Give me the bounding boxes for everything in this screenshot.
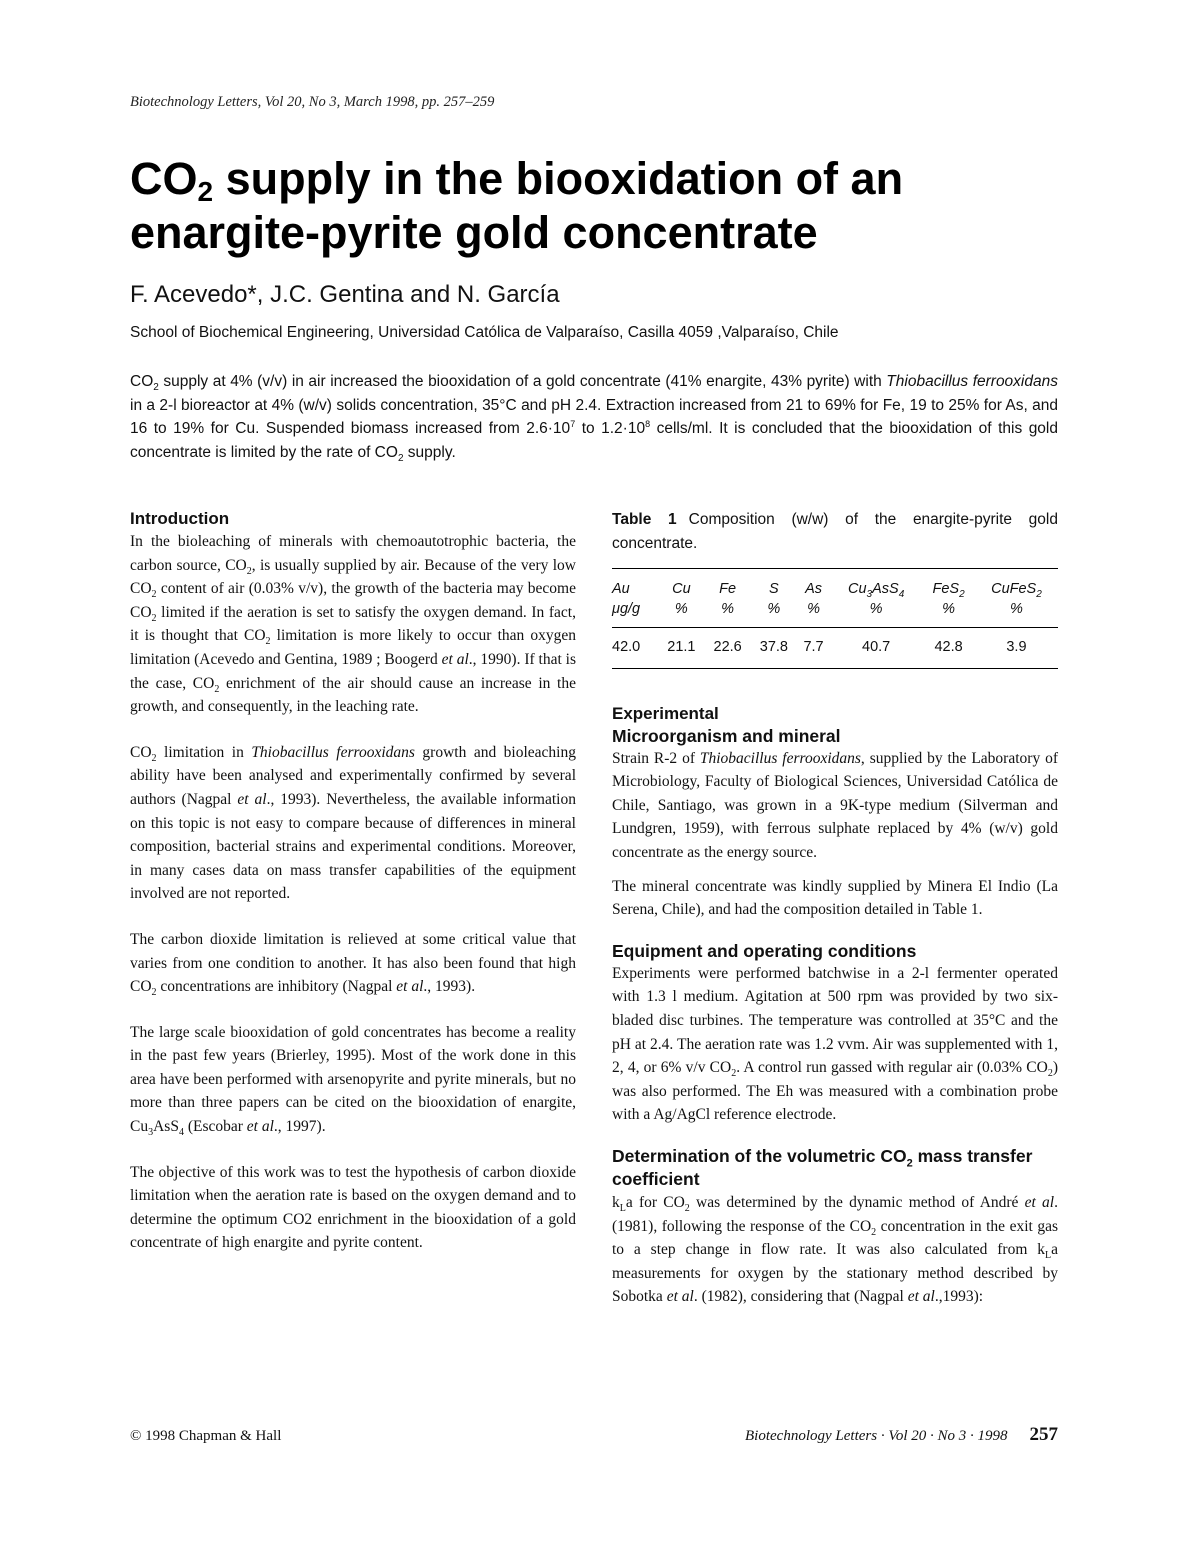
table-cell: 42.8 xyxy=(922,628,975,669)
table-header: FeS$_2$ xyxy=(922,569,975,600)
introduction-heading: Introduction xyxy=(130,509,230,528)
table-header: CuFeS$_2$ xyxy=(975,569,1058,600)
authors: F. Acevedo*, J.C. Gentina and N. García xyxy=(130,281,560,308)
table-unit: % xyxy=(751,599,797,628)
subsection-equipment: Equipment and operating conditions xyxy=(612,940,917,961)
intro-paragraph-5: The objective of this work was to test the hypothesis of carbon dioxide limitation when the aeration rate is based on the oxygen demand and to determine the optimum CO2 enrichment in the biooxidation of a gold concentrate of high enargite and pyrite content. xyxy=(130,1163,576,1252)
table-unit: % xyxy=(658,599,704,628)
table-unit: % xyxy=(975,599,1058,628)
intro-paragraph-2: $CO_2$ limitation in Thiobacillus ferrooxidans growth and bioleaching ability have been analysed and experimentally confirmed by several authors (Nagpal et al., 1993). Nevertheless, the available information on this topic is not easy to compare because of differences in mineral composition, bacterial strains and experimental conditions. Moreover, in many cases data on mass transfer capabilities of the equipment involved are not reported. xyxy=(130,743,576,903)
paper-title: $CO_2$ supply in the biooxidation of an enargite-pyrite gold concentrate xyxy=(130,153,904,258)
table-unit: % xyxy=(830,599,922,628)
table-cell: 3.9 xyxy=(975,628,1058,669)
affiliation: School of Biochemical Engineering, Universidad Católica de Valparaíso, Casilla 4059 ,Valparaíso, Chile xyxy=(130,324,839,341)
footer-copyright: © 1998 Chapman & Hall xyxy=(130,1428,282,1444)
table-caption: Table 1 Composition (w/w) of the enargite-pyrite gold concentrate. xyxy=(612,511,1058,552)
intro-paragraph-1: In the bioleaching of minerals with chemoautotrophic bacteria, the carbon source, $CO_2$, is usually supplied by air. Because of the very low $CO_2$ content of air (0.03% v/v), the growth of the bacteria may become $CO_2$ limited if the aeration is set to satisfy the oxygen demand. In fact, it is thought that $CO_2$ limitation is more likely to occur than oxygen limitation (Acevedo and Gentina, 1989 ; Boogerd et al., 1990). If that is the case, $CO_2$ enrichment of the air should cause an increase in the growth, and consequently, in the leaching rate. xyxy=(130,533,576,716)
table-unit: % xyxy=(922,599,975,628)
table-units-row xyxy=(612,599,1058,628)
table-cell: 22.6 xyxy=(705,628,751,669)
page-number: 257 xyxy=(1029,1424,1058,1445)
table-header: S xyxy=(751,569,797,600)
table-cell: 42.0 xyxy=(612,628,658,669)
right-column xyxy=(612,508,1058,1331)
left-column xyxy=(130,508,576,1277)
experimental-heading: Experimental xyxy=(612,703,719,723)
intro-paragraph-3: The carbon dioxide limitation is relieved at some critical value that varies from one condition to another. It has also been found that high $CO_2$ concentrations are inhibitory (Nagpal et al., 1993). xyxy=(130,930,576,999)
table-cell: 21.1 xyxy=(658,628,704,669)
subsection-microorganism: Microorganism and mineral xyxy=(612,725,841,746)
abstract: $CO_2$ supply at 4% (v/v) in air increased the biooxidation of a gold concentrate (41% enargite, 43% pyrite) with Thiobacillus ferrooxidans in a 2-l bioreactor at 4% (w/v) solids concentration, 35°C and pH 2.4. Extraction increased from 21 to 69% for Fe, 19 to 25% for As, and 16 to 19% for Cu. Suspended biomass increased from $2.6\cdot 10^7$ to $1.2\cdot 10^8$ cells/ml. It is concluded that the biooxidation of this gold concentrate is limited by the rate of $CO_2$ supply. xyxy=(130,373,1058,464)
subsection-mass-transfer: Determination of the volumetric $CO_2$ mass transfer coefficient xyxy=(612,1145,1033,1189)
table-header-row xyxy=(612,569,1058,600)
journal-header: Biotechnology Letters, Vol 20, No 3, March 1998, pp. 257–259 xyxy=(130,94,495,110)
experimental-paragraph-1: Strain R-2 of Thiobacillus ferrooxidans, supplied by the Laboratory of Microbiology, Faculty of Biological Sciences, Universidad Católica de Chile, Santiago, was grown in a 9K-type medium (Silverman and Lundgren, 1959), with ferrous sulphate replaced by 4% (w/v) gold concentrate as the energy source. xyxy=(612,749,1058,861)
table-header: As xyxy=(797,569,830,600)
footer-journal: Biotechnology Letters · Vol 20 · No 3 · 1998 257 xyxy=(745,1424,1058,1445)
table-header: Fe xyxy=(705,569,751,600)
composition-table xyxy=(612,568,1058,669)
table-header: Au xyxy=(612,569,658,600)
intro-paragraph-4: The large scale biooxidation of gold concentrates has become a reality in the past few years (Brierley, 1995). Most of the work done in this area have been performed with arsenopyrite and pyrite minerals, but no more than three papers can be cited on the biooxidation of enargite, $Cu_3AsS_4$ (Escobar et al., 1997). xyxy=(130,1023,576,1139)
experimental-paragraph-2: The mineral concentrate was kindly supplied by Minera El Indio (La Serena, Chile), and had the composition detailed in Table 1. xyxy=(612,877,1058,919)
table-cell: 7.7 xyxy=(797,628,830,669)
table-header: Cu xyxy=(658,569,704,600)
table-unit: % xyxy=(797,599,830,628)
table-row xyxy=(612,628,1058,669)
table-unit: % xyxy=(705,599,751,628)
table-cell: 40.7 xyxy=(830,628,922,669)
table-unit: μg/g xyxy=(612,599,658,628)
table-header: $Cu_3AsS_4$ xyxy=(830,569,922,600)
table-cell: 37.8 xyxy=(751,628,797,669)
experimental-paragraph-4: $k_La$ for $CO_2$ was determined by the dynamic method of André et al. (1981), following the response of the $CO_2$ concentration in the exit gas to a step change in flow rate. It was also calculated from $k_La$ measurements for oxygen by the stationary method described by Sobotka et al. (1982), considering that (Nagpal et al.,1993): xyxy=(612,1193,1059,1306)
experimental-paragraph-3: Experiments were performed batchwise in a 2-l fermenter operated with 1.3 l medium. Agitation at 500 rpm was provided by two six-bladed disc turbines. The temperature was controlled at 35°C and the pH at 2.4. The aeration rate was 1.2 vvm. Air was supplemented with 1, 2, 4, or 6% v/v $CO_2$. A control run gassed with regular air (0.03% $CO_2$) was also performed. The Eh was measured with a combination probe with a Ag/AgCl reference electrode. xyxy=(612,964,1058,1124)
